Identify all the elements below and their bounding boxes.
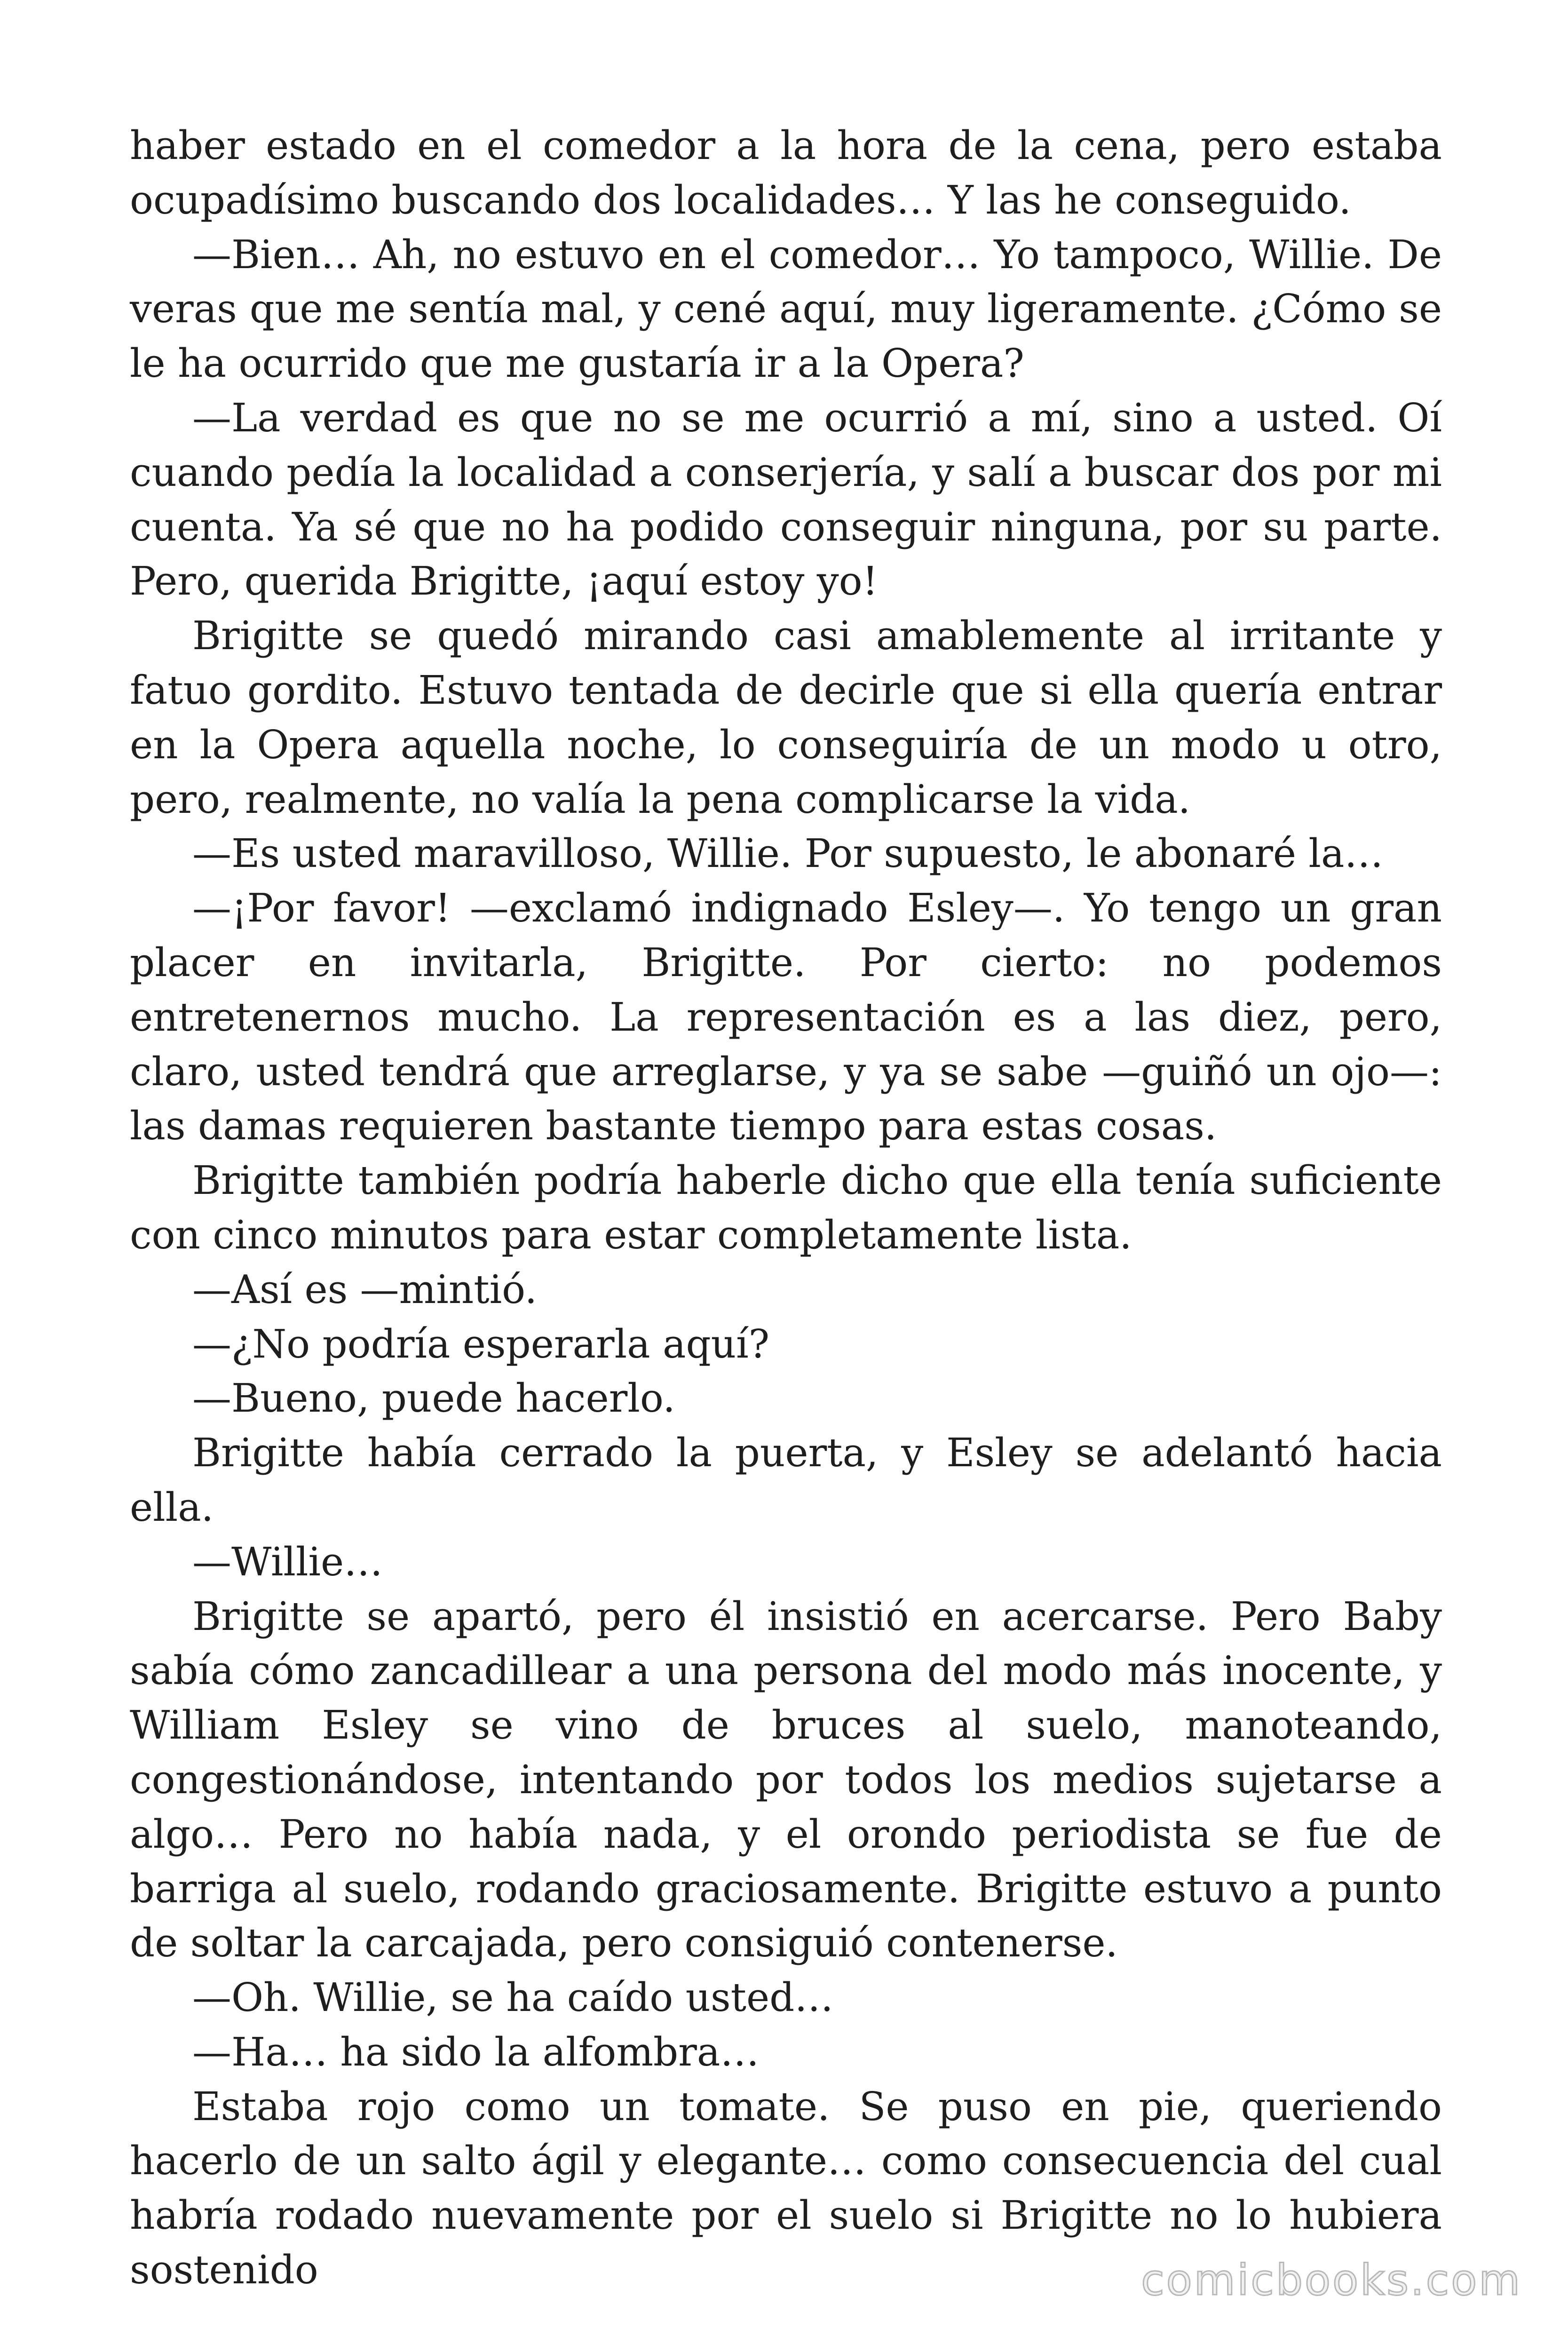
watermark: comicbooks.com: [1141, 2256, 1522, 2305]
paragraph-15: —Ha… ha sido la alfombra…: [192, 2029, 760, 2075]
paragraph-7: Brigitte también podría haberle dicho que ella tenía suficiente con cinco minutos para estar completamente lista.: [130, 1158, 1442, 1258]
paragraph-10: —Bueno, puede hacerlo.: [192, 1375, 675, 1422]
paragraph-16: Estaba rojo como un tomate. Se puso en pie, queriendo hacerlo de un salto ágil y elegante… como consecuencia del cual habría rodado nuevamente por el suelo si Brigitte no lo hubiera sostenido: [130, 2083, 1442, 2293]
paragraph-8: —Así es —mintió.: [192, 1266, 538, 1312]
paragraph-5: —Es usted maravilloso, Willie. Por supuesto, le abonaré la…: [192, 831, 1384, 877]
paragraph-3: —La verdad es que no se me ocurrió a mí, sino a usted. Oí cuando pedía la localidad a conserjería, y salí a buscar dos por mi cuenta. Ya sé que no ha podido conseguir ninguna, por su parte. Pero, querida Brigitte, ¡aquí estoy yo!: [130, 395, 1442, 604]
page-body-text: [130, 119, 1442, 2297]
paragraph-1: haber estado en el comedor a la hora de la cena, pero estaba ocupadísimo buscando dos localidades… Y las he conseguido.: [130, 123, 1442, 223]
paragraph-12: —Willie…: [192, 1539, 383, 1585]
paragraph-14: —Oh. Willie, se ha caído usted…: [192, 1975, 834, 2021]
paragraph-6: —¡Por favor! —exclamó indignado Esley—. Yo tengo un gran placer en invitarla, Brigitte. Por cierto: no podemos entretenernos mucho. La representación es a las diez, pero, claro, usted tendrá que arreglarse, y ya se sabe —guiñó un ojo—: las damas requieren bastante tiempo para estas cosas.: [130, 885, 1442, 1149]
paragraph-9: —¿No podría esperarla aquí?: [192, 1321, 770, 1367]
paragraph-2: —Bien… Ah, no estuvo en el comedor… Yo tampoco, Willie. De veras que me sentía mal, y cené aquí, muy ligeramente. ¿Cómo se le ha ocurrido que me gustaría ir a la Opera?: [130, 231, 1442, 387]
paragraph-11: Brigitte había cerrado la puerta, y Esley se adelantó hacia ella.: [130, 1430, 1442, 1530]
paragraph-13: Brigitte se apartó, pero él insistió en acercarse. Pero Baby sabía cómo zancadillear a una persona del modo más inocente, y William Esley se vino de bruces al suelo, manoteando, congestionándose, intentando por todos los medios sujetarse a algo… Pero no había nada, y el orondo periodista se fue de barriga al suelo, rodando graciosamente. Brigitte estuvo a punto de soltar la carcajada, pero consiguió contenerse.: [130, 1593, 1442, 1966]
paragraph-4: Brigitte se quedó mirando casi amablemente al irritante y fatuo gordito. Estuvo tentada de decirle que si ella quería entrar en la Opera aquella noche, lo conseguiría de un modo u otro, pero, realmente, no valía la pena complicarse la vida.: [130, 613, 1442, 822]
